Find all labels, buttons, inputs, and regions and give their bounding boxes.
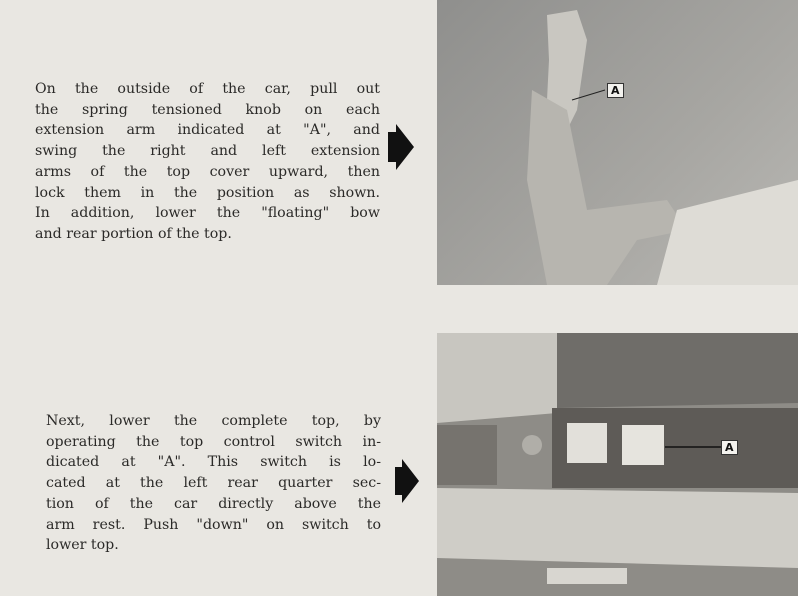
callout-a: A [607, 83, 624, 98]
text-line: and rear portion of the top. [35, 225, 232, 242]
arrow-right-icon [395, 459, 419, 503]
step1-text [35, 79, 380, 245]
text-line: Next, lower the complete top, by [46, 413, 381, 429]
text-line: operating the top control switch in- [46, 433, 381, 450]
text-line: lower top. [46, 537, 119, 554]
text-line: arms of the top cover upward, then [35, 163, 380, 180]
photo-extension-arm [437, 0, 798, 285]
photo-control-switch [437, 333, 798, 596]
text-line: arm rest. Push "down" on switch to [46, 516, 381, 533]
text-line: dicated at "A". This switch is lo- [46, 454, 381, 471]
callout-a: A [721, 440, 738, 455]
text-line: extension arm indicated at "A", and [35, 122, 380, 139]
text-line: tion of the car directly above the [46, 495, 381, 512]
step2-text [46, 411, 381, 556]
text-line: cated at the left rear quarter sec- [46, 475, 381, 492]
text-line: the spring tensioned knob on each [35, 101, 380, 118]
text-line: lock them in the position as shown. [35, 184, 380, 201]
text-line: In addition, lower the "floating" bow [35, 205, 380, 222]
text-line: On the outside of the car, pull out [35, 81, 380, 97]
text-line: swing the right and left extension [35, 143, 380, 160]
arrow-right-icon [388, 124, 414, 170]
